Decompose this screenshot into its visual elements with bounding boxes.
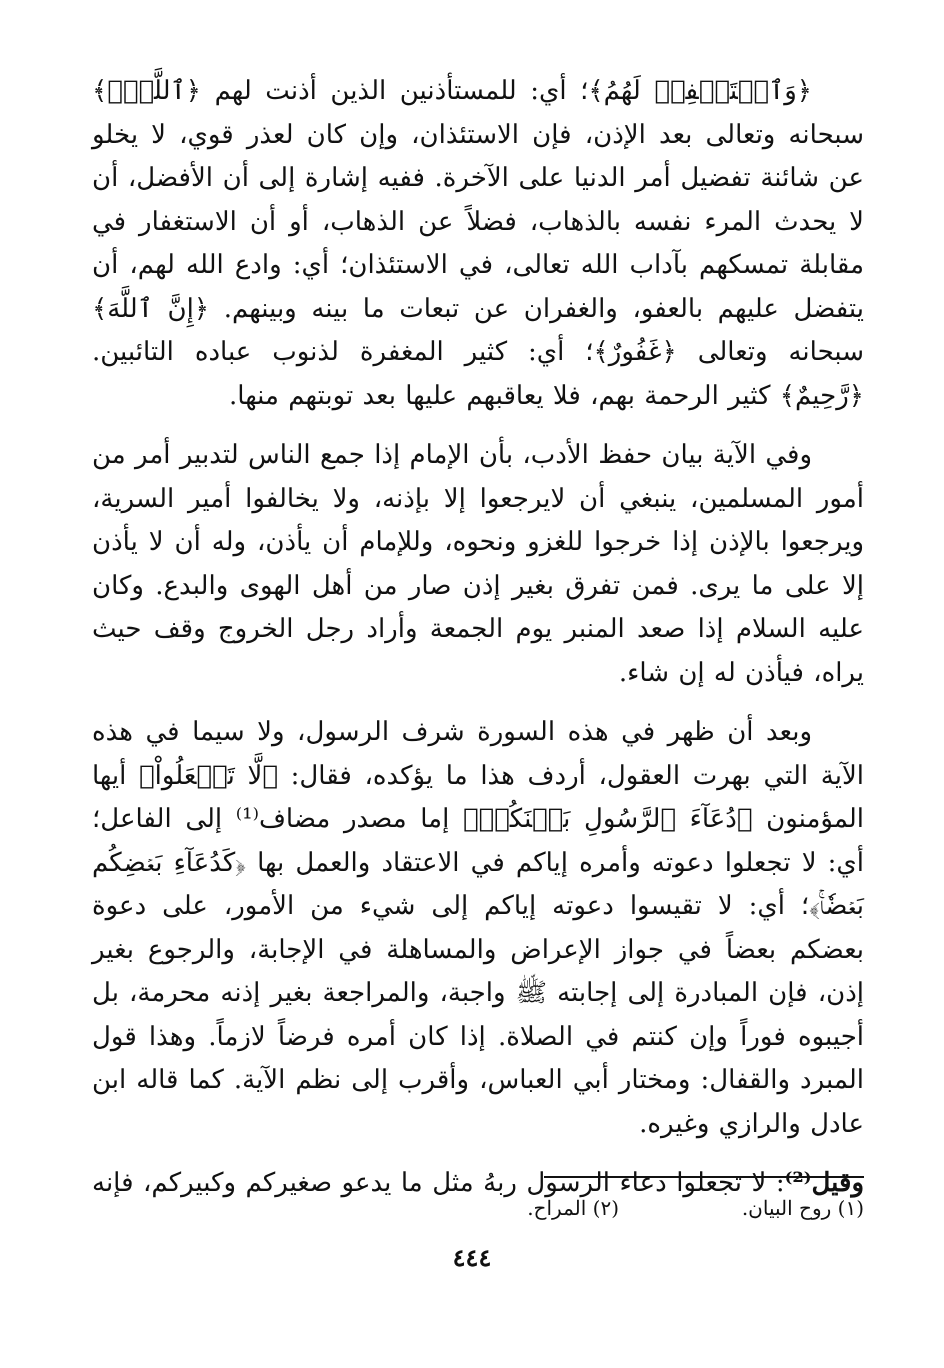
paragraph-3: وبعد أن ظهر في هذه السورة شرف الرسول، ولا سيما في هذه الآية التي بهرت العقول، أردف هذا ما يؤكده، فقال: ﴿لَّا تَجۡعَلُواْ﴾ أيها المؤمنون ﴿دُعَآءَ ٱلرَّسُولِ بَيۡنَكُمۡ﴾ إما مصدر مضاف⁽¹⁾ إلى الفاعل؛ أي: لا تجعلوا دعوته وأمره إياكم في الاعتقاد والعمل بها ﴿كَدُعَآءِ بَعۡضِكُم بَعۡضٗاۚ﴾؛ أي: لا تقيسوا دعوته إياكم إلى شيء من الأمور، على دعوة بعضكم بعضاً في جواز الإعراض والمساهلة في الإجابة، والرجوع بغير إذن، فإن المبادرة إلى إجابته ﷺ واجبة، والمراجعة بغير إذنه محرمة، بل أجيبوه فوراً وإن كنتم في الصلاة. إذا كان أمره فرضاً لازماً. وهذا قول المبرد والقفال: ومختار أبي العباس، وأقرب إلى نظم الآية. كما قاله ابن عادل والرازي وغيره. (92, 717, 865, 1139)
paragraph-2: وفي الآية بيان حفظ الأدب، بأن الإمام إذا جمع الناس لتدبير أمر من أمور المسلمين، ينبغي أن لايرجعوا إلا بإذنه، ولا يخالفوا أمير السرية، ويرجعوا بالإذن إذا خرجوا للغزو ونحوه، وللإمام أن يأذن، وله أن لا يأذن إلا على ما يرى. فمن تفرق بغير إذن صار من أهل الهوى والبدع. وكان عليه السلام إذا صعد المنبر يوم الجمعة وأراد رجل الخروج وقف حيث يراه، فيأذن له إن شاء. (92, 440, 864, 688)
main-text (92, 70, 864, 1232)
footnotes (300, 1190, 864, 1226)
paragraph-1: ﴿وَٱسۡتَغۡفِرۡ لَهُمُ﴾؛ أي: للمستأذنين الذين أذنت لهم ﴿ٱللَّهَۚ﴾ سبحانه وتعالى بعد الإذن، فإن الاستئذان، وإن كان لعذر قوي، لا يخلو عن شائنة تفضيل أمر الدنيا على الآخرة. ففيه إشارة إلى أن الأفضل، أن لا يحدث المرء نفسه بالذهاب، فضلاً عن الذهاب، أو أن الاستغفار في مقابلة تمسكهم بآداب الله تعالى، في الاستئذان؛ أي: وادع الله لهم، أن يتفضل عليهم بالعفو، والغفران عن تبعات ما بينه وبينهم. ﴿إِنَّ ٱللَّهَ﴾ سبحانه وتعالى ﴿غَفُورٌ﴾؛ أي: كثير المغفرة لذنوب عباده التائبين. ﴿رَّحِيمٌ﴾ كثير الرحمة بهم، فلا يعاقبهم عليها بعد توبتهم منها. (92, 76, 864, 411)
page-number: ٤٤٤ (452, 1243, 492, 1272)
paragraph-4-text: : لا تجعلوا دعاء الرسول ربهُ مثل ما يدعو صغيركم وكبيركم، فإنه (92, 1168, 785, 1198)
paragraph-4-lead: وقيل⁽²⁾ (784, 1168, 864, 1198)
footnote-divider (544, 1176, 864, 1178)
footnote-1: (١) روح البيان. (741, 1196, 864, 1220)
footnote-2: (٢) المراح. (527, 1196, 619, 1220)
